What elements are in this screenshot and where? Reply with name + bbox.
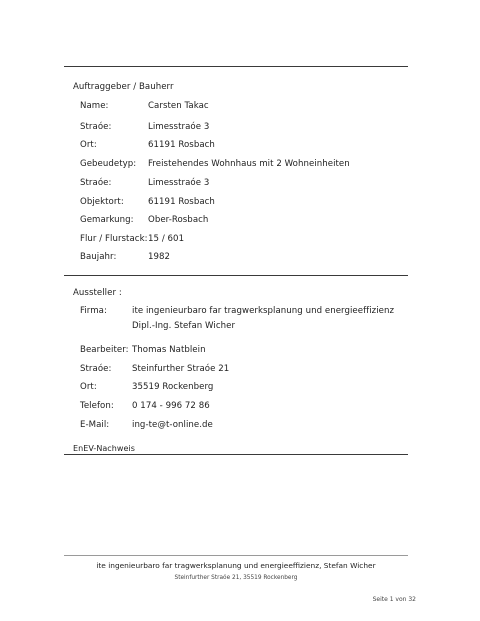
name-value: Carsten Takac bbox=[148, 101, 209, 111]
footer-address: Steinfurther Straóe 21, 35519 Rockenberg bbox=[174, 575, 298, 581]
object-location-label: Objektort: bbox=[80, 197, 124, 207]
page-number: Seite 1 von 32 bbox=[372, 596, 416, 603]
issuer-street-value: Steinfurther Straóe 21 bbox=[132, 364, 230, 374]
phone-value: 0 174 - 996 72 86 bbox=[132, 401, 210, 411]
editor-label: Bearbeiter: bbox=[80, 345, 129, 355]
object-street-label: Straóe: bbox=[80, 178, 112, 188]
email-value: ing-te@t-online.de bbox=[132, 420, 213, 430]
enev-heading: EnEV-Nachweis bbox=[73, 444, 135, 453]
issuer-street-label: Straóe: bbox=[80, 364, 112, 374]
object-location-value: 61191 Rosbach bbox=[148, 197, 215, 207]
building-type-label: Gebeudetyp: bbox=[80, 159, 137, 169]
firma-name: ite ingenieurbaro far tragwerksplanung und energieeffizienz bbox=[132, 306, 395, 316]
issuer-city-value: 35519 Rockenberg bbox=[132, 382, 214, 392]
name-label: Name: bbox=[80, 101, 109, 111]
year-label: Baujahr: bbox=[80, 252, 117, 262]
aussteller-heading: Aussteller : bbox=[73, 288, 122, 298]
firma-label: Firma: bbox=[80, 306, 107, 316]
district-label: Gemarkung: bbox=[80, 215, 134, 225]
district-value: Ober-Rosbach bbox=[148, 215, 209, 225]
city-value: 61191 Rosbach bbox=[148, 140, 215, 150]
email-label: E-Mail: bbox=[80, 420, 110, 430]
parcel-value: 15 / 601 bbox=[148, 234, 185, 244]
city-label: Ort: bbox=[80, 140, 97, 150]
firma-person: Dipl.-Ing. Stefan Wicher bbox=[132, 321, 236, 331]
street-label: Straóe: bbox=[80, 122, 112, 132]
top-divider bbox=[64, 66, 408, 67]
parcel-label: Flur / Flurstack: bbox=[80, 234, 148, 244]
issuer-city-label: Ort: bbox=[80, 382, 97, 392]
auftraggeber-heading: Auftraggeber / Bauherr bbox=[73, 82, 174, 92]
phone-label: Telefon: bbox=[80, 401, 114, 411]
building-type-value: Freistehendes Wohnhaus mit 2 Wohneinheiten bbox=[148, 159, 350, 169]
footer-divider bbox=[64, 555, 408, 556]
object-street-value: Limesstraóe 3 bbox=[148, 178, 210, 188]
editor-value: Thomas Natblein bbox=[132, 345, 206, 355]
section-divider bbox=[64, 275, 408, 276]
enev-divider bbox=[64, 454, 408, 455]
year-value: 1982 bbox=[148, 252, 171, 262]
footer-company: ite ingenieurbaro far tragwerksplanung und energieeffizienz, Stefan Wicher bbox=[96, 561, 376, 570]
street-value: Limesstraóe 3 bbox=[148, 122, 210, 132]
